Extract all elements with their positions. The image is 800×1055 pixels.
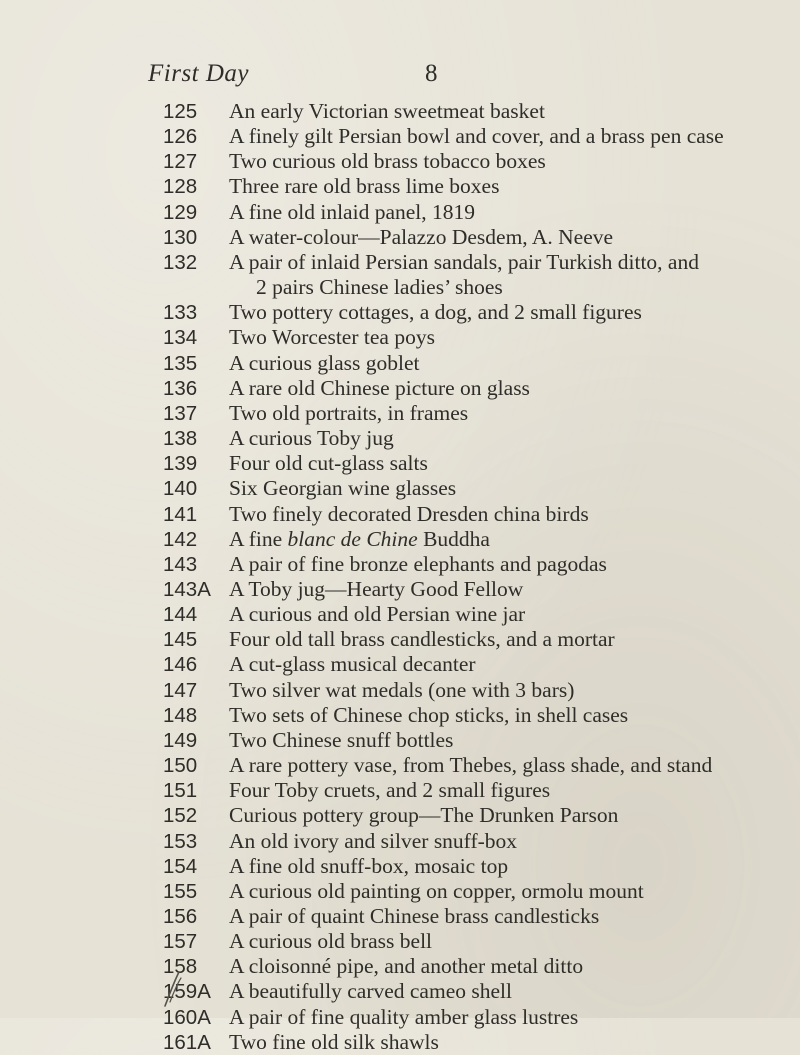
lot-number: 143A: [163, 577, 211, 601]
lot-description: [229, 829, 789, 854]
lot-description: [229, 300, 789, 325]
lot-number: 158: [163, 955, 198, 979]
lot-description-text: Two finely decorated Dresden china birds: [229, 501, 589, 526]
lot-description-text: A rare pottery vase, from Thebes, glass shade, and stand: [229, 753, 713, 778]
lot-row: [0, 451, 800, 476]
lot-row: [0, 1030, 800, 1055]
lot-description-text: Buddha: [417, 526, 490, 551]
lot-description: [229, 778, 789, 803]
lot-description: [229, 527, 789, 552]
lot-description-text: A cut-glass musical decanter: [229, 652, 476, 677]
lot-description-text: Two silver wat medals (one with 3 bars): [229, 677, 575, 702]
lot-row: [0, 1005, 800, 1030]
lot-row: [0, 904, 800, 929]
lot-description-text: A Toby jug—Hearty Good Fellow: [229, 576, 524, 601]
day-title: First Day: [148, 60, 250, 87]
lot-number: 148: [163, 703, 198, 727]
lot-number: 150: [163, 754, 198, 778]
lot-description-text: Four Toby cruets, and 2 small figures: [229, 778, 551, 803]
lot-description-text: A fine: [229, 526, 288, 551]
lot-number: 133: [163, 301, 198, 325]
lot-description: [229, 451, 789, 476]
lot-row: [0, 149, 800, 174]
lot-description: [229, 929, 789, 954]
lot-description-text: A curious Toby jug: [229, 426, 394, 451]
lot-row: [0, 527, 800, 552]
lot-row: [0, 577, 800, 602]
lot-description: [229, 854, 789, 879]
lot-description: [229, 476, 789, 501]
lot-description-text: Two pottery cottages, a dog, and 2 small figures: [229, 300, 642, 325]
page-header: [148, 60, 788, 96]
lot-number: 127: [163, 150, 198, 174]
lot-row: [0, 376, 800, 401]
lot-description-text: A curious and old Persian wine jar: [229, 602, 526, 627]
lot-number: 141: [163, 502, 198, 526]
lot-row: [0, 979, 800, 1004]
lot-number: 159A: [163, 980, 211, 1004]
lot-number: 143: [163, 552, 198, 576]
lot-description-text: Four old tall brass candlesticks, and a mortar: [229, 627, 615, 652]
lot-description: [229, 149, 789, 174]
lot-row: [0, 778, 800, 803]
lot-row: [0, 728, 800, 753]
lot-description: [229, 879, 789, 904]
lot-number: 146: [163, 653, 198, 677]
pencil-mark: [161, 968, 185, 1008]
lot-row: [0, 954, 800, 979]
lot-description-text: A pair of fine quality amber glass lustres: [229, 1004, 579, 1029]
lot-description: [229, 904, 789, 929]
lot-row: [0, 250, 800, 300]
lot-row: [0, 401, 800, 426]
lot-description: [229, 577, 789, 602]
lot-number: 132: [163, 250, 198, 274]
lot-number: 151: [163, 779, 198, 803]
lot-description-text: A water-colour—Palazzo Desdem, A. Neeve: [229, 224, 614, 249]
lot-number: 154: [163, 854, 198, 878]
lot-row: [0, 678, 800, 703]
lot-description: [229, 401, 789, 426]
lot-number: 152: [163, 804, 198, 828]
lot-description-text: An old ivory and silver snuff-box: [229, 828, 518, 853]
lot-description: [229, 502, 789, 527]
lot-description: [229, 325, 789, 350]
lot-description: [229, 376, 789, 401]
lot-description: [229, 1005, 789, 1030]
lot-number: 155: [163, 879, 198, 903]
lot-number: 125: [163, 100, 198, 123]
lot-row: [0, 300, 800, 325]
lot-description-text: Four old cut-glass salts: [229, 451, 428, 476]
lot-number: 134: [163, 326, 198, 350]
lot-description: [229, 703, 789, 728]
lot-description-text: Two Worcester tea poys: [229, 325, 435, 350]
lot-number: 145: [163, 628, 198, 652]
lot-description-text: A curious old brass bell: [229, 929, 433, 954]
lot-row: [0, 99, 800, 124]
lot-description-text: Two Chinese snuff bottles: [229, 727, 454, 752]
lot-row: [0, 325, 800, 350]
lot-description-text: Two sets of Chinese chop sticks, in shell cases: [229, 702, 629, 727]
lot-description: [229, 753, 789, 778]
lot-description: [229, 250, 789, 300]
lot-number: 126: [163, 125, 198, 149]
lot-row: [0, 627, 800, 652]
lot-description: [229, 728, 789, 753]
lot-row: [0, 426, 800, 451]
lot-description: [229, 1030, 789, 1055]
lot-description: [229, 602, 789, 627]
lot-description: [229, 803, 789, 828]
lot-description-text: A cloisonné pipe, and another metal ditto: [229, 954, 584, 979]
lot-description-text: Two curious old brass tobacco boxes: [229, 149, 546, 174]
lot-description-text: A curious old painting on copper, ormolu mount: [229, 878, 644, 903]
lot-description-text: A pair of inlaid Persian sandals, pair Turkish ditto, and: [229, 249, 699, 274]
lot-number: 130: [163, 225, 198, 249]
lot-description-text: A finely gilt Persian bowl and cover, and a brass pen case: [229, 124, 724, 149]
lot-description: [229, 652, 789, 677]
lot-description-text: A beautifully carved cameo shell: [229, 979, 512, 1004]
lot-row: [0, 854, 800, 879]
lot-description-continuation: 2 pairs Chinese ladies’ shoes: [256, 275, 503, 300]
lot-row: [0, 200, 800, 225]
lot-description-text: A curious glass goblet: [229, 350, 420, 375]
lot-number: 156: [163, 905, 198, 928]
lot-description-text: An early Victorian sweetmeat basket: [229, 99, 545, 123]
lot-number: 161A: [163, 1030, 211, 1054]
lot-description-text: Two old portraits, in frames: [229, 400, 469, 425]
lot-description: [229, 979, 789, 1004]
lot-number: 137: [163, 401, 198, 425]
lot-description: [229, 99, 789, 124]
lot-number: 153: [163, 829, 198, 853]
lot-number: 142: [163, 527, 198, 551]
lot-number: 139: [163, 452, 198, 476]
lot-row: [0, 502, 800, 527]
lot-row: [0, 225, 800, 250]
lot-row: [0, 476, 800, 501]
lot-row: [0, 803, 800, 828]
lot-description-text: A pair of fine bronze elephants and pagodas: [229, 551, 607, 576]
lot-description: [229, 174, 789, 199]
lot-row: [0, 602, 800, 627]
lot-number: 147: [163, 678, 198, 702]
lot-description-text: Two fine old silk shawls: [229, 1029, 439, 1054]
lot-description-text: A fine old snuff-box, mosaic top: [229, 853, 509, 878]
lot-description: [229, 627, 789, 652]
lot-description-italic: blanc de Chine: [287, 526, 418, 551]
lot-description-text: A rare old Chinese picture on glass: [229, 375, 530, 400]
lot-number: 128: [163, 175, 198, 199]
lot-description-text: Curious pottery group—The Drunken Parson: [229, 803, 619, 828]
lot-number: 136: [163, 376, 198, 400]
lot-description: [229, 678, 789, 703]
lot-number: 140: [163, 477, 198, 501]
lot-description-text: Six Georgian wine glasses: [229, 476, 457, 501]
lot-row: [0, 351, 800, 376]
lot-number: 129: [163, 200, 198, 224]
lot-row: [0, 124, 800, 149]
lot-row: [0, 929, 800, 954]
lot-row: [0, 879, 800, 904]
page-number: 8: [425, 60, 438, 87]
lot-list: [0, 99, 800, 1055]
lot-number: 160A: [163, 1005, 211, 1029]
lot-number: 157: [163, 930, 198, 954]
lot-number: 149: [163, 728, 198, 752]
lot-row: [0, 703, 800, 728]
lot-number: 135: [163, 351, 198, 375]
lot-number: 144: [163, 603, 198, 627]
lot-row: [0, 174, 800, 199]
lot-description-text: A pair of quaint Chinese brass candlesticks: [229, 904, 600, 928]
lot-row: [0, 652, 800, 677]
lot-description-text: Three rare old brass lime boxes: [229, 174, 500, 199]
lot-description: [229, 552, 789, 577]
lot-description: [229, 225, 789, 250]
lot-description-text: A fine old inlaid panel, 1819: [229, 199, 476, 224]
lot-description: [229, 200, 789, 225]
lot-row: [0, 552, 800, 577]
lot-description: [229, 124, 789, 149]
lot-description: [229, 954, 789, 979]
lot-description: [229, 426, 789, 451]
lot-number: 138: [163, 427, 198, 451]
lot-row: [0, 753, 800, 778]
lot-description: [229, 351, 789, 376]
lot-row: [0, 829, 800, 854]
